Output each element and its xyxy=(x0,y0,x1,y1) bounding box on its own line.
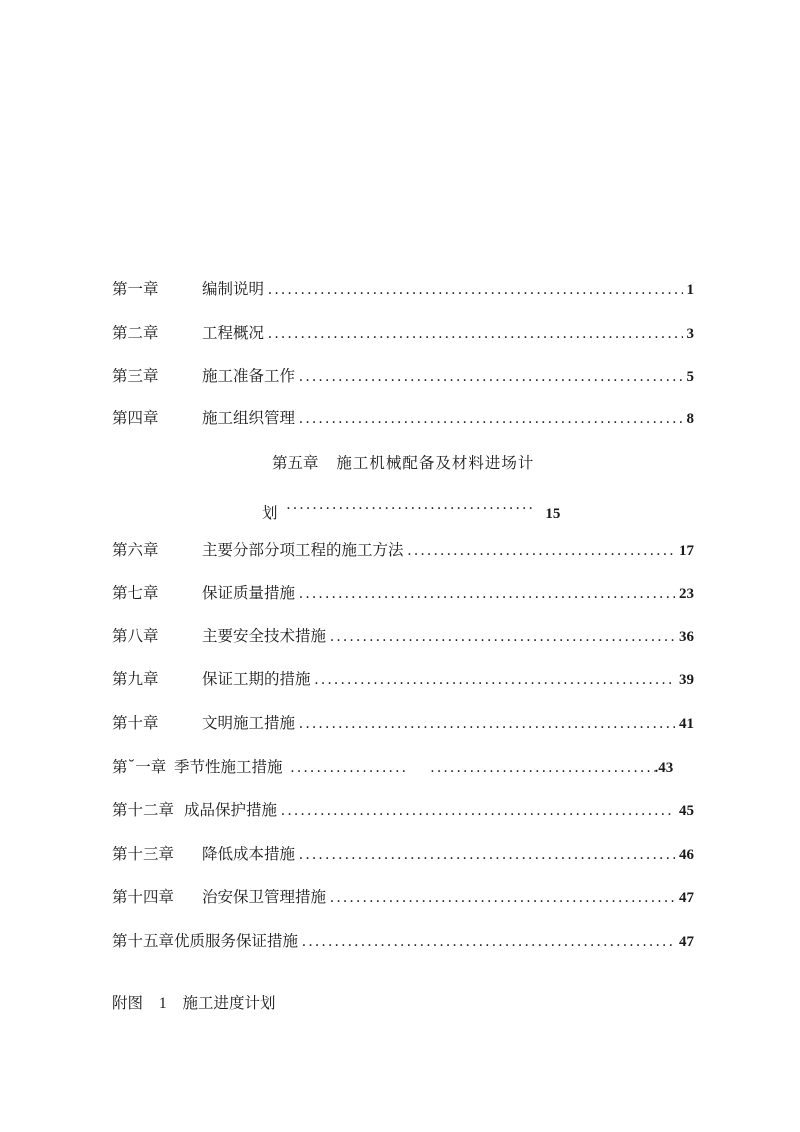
chapter-title-continuation: 划 xyxy=(262,504,278,522)
chapter-number: 第十五章 xyxy=(112,932,175,950)
toc-entry[interactable] xyxy=(112,405,694,431)
chapter-number: 第九章 xyxy=(112,670,159,688)
page-number: 45 xyxy=(679,803,694,819)
chapter-number: 第一章 xyxy=(112,280,159,298)
leader-dots xyxy=(268,321,682,347)
toc-entry[interactable] xyxy=(112,797,694,823)
page-number: 46 xyxy=(679,847,694,863)
chapter-number: 第五章 xyxy=(272,454,319,472)
chapter-title: 保证质量措施 xyxy=(202,584,296,602)
toc-entry[interactable] xyxy=(112,666,694,692)
toc-entry[interactable] xyxy=(112,363,694,389)
toc-entry[interactable] xyxy=(112,320,694,346)
leader-dots xyxy=(299,842,675,868)
chapter-title: 施工机械配备及材料进场计 xyxy=(336,454,535,472)
chapter-title: 主要安全技术措施 xyxy=(202,627,327,645)
page-number: 23 xyxy=(679,586,694,602)
chapter-title: 工程概况 xyxy=(202,324,265,342)
leader-dots xyxy=(299,581,675,607)
page-number: 8 xyxy=(686,411,694,427)
leader-dots xyxy=(299,711,675,737)
chapter-title: 治安保卫管理措施 xyxy=(202,888,327,906)
toc-entry-continuation[interactable] xyxy=(262,492,560,527)
page-number: 41 xyxy=(679,716,694,732)
toc-entry-wrapped[interactable] xyxy=(272,450,534,476)
toc-entry[interactable] xyxy=(112,276,694,302)
chapter-title: 保证工期的措施 xyxy=(202,670,311,688)
leader-dots xyxy=(299,406,682,432)
appendix-title: 施工进度计划 xyxy=(182,994,276,1012)
leader-dots xyxy=(281,798,675,824)
leader-dots xyxy=(286,492,536,518)
chapter-number: 第十四章 xyxy=(112,888,175,906)
page-number: 1 xyxy=(686,282,694,298)
chapter-number: 第八章 xyxy=(112,627,159,645)
page-number: 47 xyxy=(679,890,694,906)
toc-entry[interactable] xyxy=(112,710,694,736)
chapter-number: 第˘一章 xyxy=(112,758,167,776)
chapter-title: 施工组织管理 xyxy=(202,409,296,427)
chapter-title: 成品保护措施 xyxy=(184,801,278,819)
page-number: 39 xyxy=(679,672,694,688)
leader-dots xyxy=(408,538,675,564)
page-number: 36 xyxy=(679,629,694,645)
page-number: 5 xyxy=(686,369,694,385)
appendix-label: 附图 xyxy=(112,994,144,1012)
chapter-number: 第六章 xyxy=(112,541,159,559)
leader-dots xyxy=(299,364,682,390)
chapter-title: 优质服务保证措施 xyxy=(174,932,299,950)
chapter-title: 降低成本措施 xyxy=(202,845,296,863)
chapter-title: 主要分部分项工程的施工方法 xyxy=(202,541,404,559)
leader-dots xyxy=(431,755,655,781)
chapter-number: 第七章 xyxy=(112,584,159,602)
leader-dots xyxy=(315,667,675,693)
toc-entry[interactable] xyxy=(112,623,694,649)
page-number: 17 xyxy=(679,543,694,559)
chapter-title: 文明施工措施 xyxy=(202,714,296,732)
page-number: 15 xyxy=(545,506,561,522)
toc-entry[interactable] xyxy=(112,754,694,780)
chapter-number: 第二章 xyxy=(112,324,159,342)
toc-entry[interactable] xyxy=(112,537,694,563)
chapter-number: 第十二章 xyxy=(112,801,175,819)
chapter-title: 季节性施工措施 xyxy=(174,758,283,776)
toc-entry[interactable] xyxy=(112,580,694,606)
chapter-number: 第三章 xyxy=(112,367,159,385)
toc-entry[interactable] xyxy=(112,928,694,954)
leader-dots xyxy=(268,277,682,303)
chapter-title: 施工准备工作 xyxy=(202,367,296,385)
page-number: 47 xyxy=(679,934,694,950)
leader-dots xyxy=(330,885,675,911)
page-number: 3 xyxy=(686,326,694,342)
chapter-number: 第十章 xyxy=(112,714,159,732)
leader-dots xyxy=(330,624,675,650)
chapter-title: 编制说明 xyxy=(202,280,265,298)
toc-entry[interactable] xyxy=(112,884,694,910)
chapter-number: 第四章 xyxy=(112,409,159,427)
toc-entry[interactable] xyxy=(112,841,694,867)
page-number: .43 xyxy=(654,760,674,776)
leader-dots xyxy=(302,929,675,955)
appendix-number: 1 xyxy=(158,995,167,1012)
chapter-number: 第十三章 xyxy=(112,845,175,863)
leader-dots xyxy=(291,755,409,781)
appendix-entry[interactable] xyxy=(112,990,276,1017)
